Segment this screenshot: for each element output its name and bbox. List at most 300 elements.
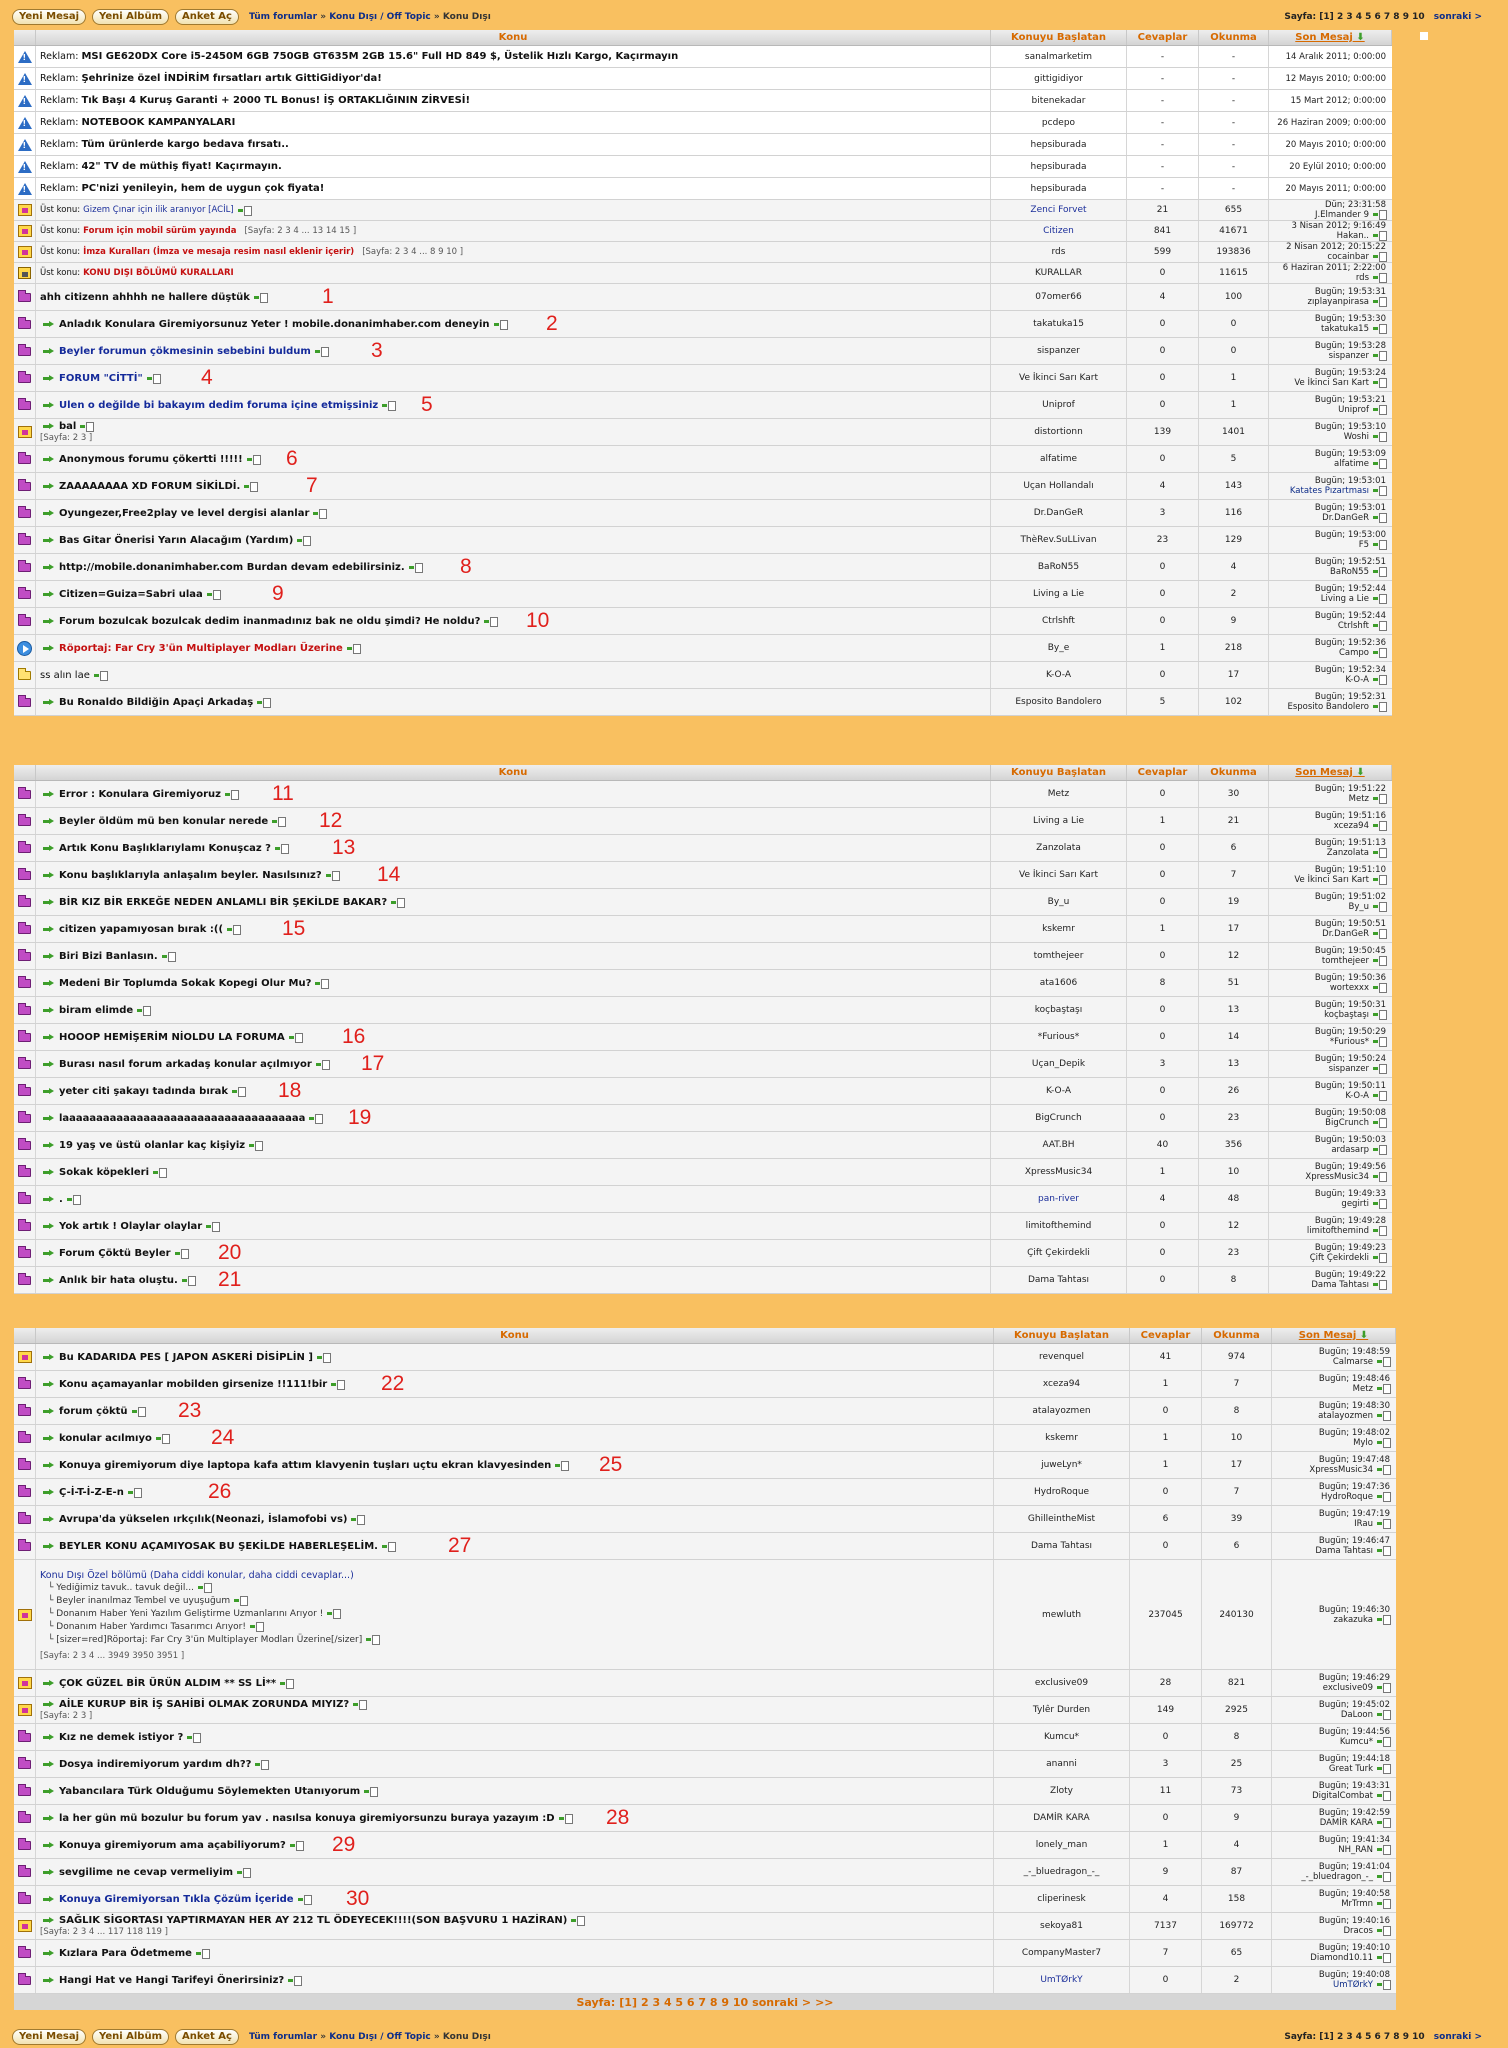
goto-last-icon[interactable] xyxy=(207,590,220,599)
topic-title-link[interactable]: Ulen o değilde bi bakayım dedim foruma içine etmişsiniz xyxy=(59,399,379,411)
topic-title-link[interactable]: Konu Dışı Özel bölümü (Daha ciddi konular, daha ciddi cevaplar...) xyxy=(40,1569,354,1581)
goto-last-icon[interactable] xyxy=(351,1515,364,1524)
starter-cell[interactable] xyxy=(991,200,1127,220)
starter-cell[interactable] xyxy=(991,1132,1127,1158)
starter-name[interactable]: tomthejeer xyxy=(1033,951,1084,961)
starter-name[interactable]: Ve İkinci Sarı Kart xyxy=(1018,870,1098,880)
new-post-arrow-icon[interactable] xyxy=(42,925,56,934)
topic-title-link[interactable]: Yok artık ! Olaylar olaylar xyxy=(59,1220,203,1232)
starter-name[interactable]: BaRoN55 xyxy=(1037,562,1080,572)
starter-name[interactable]: distortionn xyxy=(1034,427,1083,437)
topic-title-link[interactable]: Kız ne demek istiyor ? xyxy=(59,1731,184,1743)
topic-title-link[interactable]: BEYLER KONU AÇAMIYOSAK BU ŞEKİLDE HABERLEŞELİM. xyxy=(59,1540,378,1552)
topic-title-link[interactable]: Kızlara Para Ödetmeme xyxy=(59,1947,192,1959)
new-post-arrow-icon[interactable] xyxy=(42,1787,56,1796)
goto-last-icon[interactable] xyxy=(1373,1199,1386,1208)
new-post-arrow-icon[interactable] xyxy=(42,401,56,410)
goto-last-icon[interactable] xyxy=(1377,1411,1390,1420)
goto-last-icon[interactable] xyxy=(494,320,507,329)
starter-cell[interactable] xyxy=(991,635,1127,661)
starter-name[interactable]: GhilleintheMist xyxy=(1027,1514,1096,1524)
last-post-author[interactable]: zıplayanpirasa xyxy=(1307,297,1369,307)
starter-cell[interactable] xyxy=(991,500,1127,526)
starter-name[interactable]: K-O-A xyxy=(1046,670,1071,680)
new-post-arrow-icon[interactable] xyxy=(42,1461,56,1470)
starter-name[interactable]: kskemr xyxy=(1042,924,1075,934)
new-post-arrow-icon[interactable] xyxy=(42,1679,56,1688)
pager-next-link[interactable]: sonraki > xyxy=(1433,2032,1482,2042)
subtopic-title[interactable]: Donanım Haber Yardımcı Tasarımcı Arıyor! xyxy=(56,1621,246,1632)
pager-last[interactable]: >> xyxy=(815,1995,834,2009)
starter-name[interactable]: Çift Çekirdekli xyxy=(1027,1248,1090,1258)
topic-title-link[interactable]: Konuya Giremiyorsan Tıkla Çözüm İçeride xyxy=(59,1893,294,1905)
topic-title-link[interactable]: Konu başlıklarıyla anlaşalım beyler. Nasılsınız? xyxy=(59,869,322,881)
starter-cell[interactable] xyxy=(991,221,1127,241)
goto-last-icon[interactable] xyxy=(227,925,240,934)
starter-cell[interactable] xyxy=(991,311,1127,337)
goto-last-icon[interactable] xyxy=(1373,486,1386,495)
last-post-author[interactable]: UmTØrkY xyxy=(1333,1980,1373,1990)
starter-cell[interactable] xyxy=(994,1886,1130,1912)
topic-title-link[interactable]: . xyxy=(59,1193,63,1205)
goto-last-icon[interactable] xyxy=(1373,1172,1386,1181)
starter-name[interactable]: Uniprof xyxy=(1042,400,1075,410)
starter-name[interactable]: sekoya81 xyxy=(1040,1921,1083,1931)
topic-title-link[interactable]: ss alın lae xyxy=(40,669,90,681)
starter-name[interactable]: pan-river xyxy=(1038,1194,1079,1204)
starter-cell[interactable] xyxy=(994,1940,1130,1966)
goto-last-icon[interactable] xyxy=(297,536,310,545)
starter-name[interactable]: HydroRoque xyxy=(1033,1487,1090,1497)
new-post-arrow-icon[interactable] xyxy=(42,347,56,356)
starter-cell[interactable] xyxy=(994,1344,1130,1370)
starter-cell[interactable] xyxy=(994,1425,1130,1451)
goto-last-icon[interactable] xyxy=(1377,1615,1390,1624)
topic-title-link[interactable]: Anlık bir hata oluştu. xyxy=(59,1274,178,1286)
last-post-author[interactable]: gegirti xyxy=(1341,1199,1369,1209)
goto-last-icon[interactable] xyxy=(137,1006,150,1015)
subtopic-link[interactable] xyxy=(48,1595,989,1608)
starter-name[interactable]: exclusive09 xyxy=(1034,1678,1089,1688)
goto-last-icon[interactable] xyxy=(196,1949,209,1958)
goto-last-icon[interactable] xyxy=(1377,1899,1390,1908)
topic-title-link[interactable]: Yabancılara Türk Olduğumu Söylemekten Utanıyorum xyxy=(59,1785,361,1797)
topic-title-link[interactable]: Ç-İ-T-İ-Z-E-n xyxy=(59,1486,124,1498)
goto-last-icon[interactable] xyxy=(1373,983,1386,992)
topic-title-link[interactable]: Tık Başı 4 Kuruş Garanti + 2000 TL Bonus! İŞ ORTAKLIĞININ ZİRVESİ! xyxy=(81,95,471,106)
starter-cell[interactable] xyxy=(991,284,1127,310)
new-post-arrow-icon[interactable] xyxy=(42,455,56,464)
goto-last-icon[interactable] xyxy=(1373,378,1386,387)
starter-name[interactable]: Living a Lie xyxy=(1032,816,1085,826)
goto-last-icon[interactable] xyxy=(1377,1737,1390,1746)
starter-name[interactable]: cliperinesk xyxy=(1037,1894,1086,1904)
starter-cell[interactable] xyxy=(994,1751,1130,1777)
topic-pages[interactable]: [Sayfa: 2 3 4 ... 3949 3950 3951 ] xyxy=(40,1650,185,1661)
topic-title-link[interactable]: HOOOP HEMİŞERİM NİOLDU LA FORUMA xyxy=(59,1031,285,1043)
starter-name[interactable]: Dr.DanGeR xyxy=(1033,508,1084,518)
starter-cell[interactable] xyxy=(991,554,1127,580)
new-post-arrow-icon[interactable] xyxy=(42,590,56,599)
last-post-author[interactable]: takatuka15 xyxy=(1320,324,1369,334)
topic-title-link[interactable]: Şehrinize özel İNDİRİM fırsatları artık GittiGidiyor'da! xyxy=(81,73,382,84)
starter-cell[interactable] xyxy=(994,1371,1130,1397)
subtopic-title[interactable]: Donanım Haber Yeni Yazılım Geliştirme Uzmanlarını Arıyor ! xyxy=(56,1608,324,1619)
starter-name[interactable]: Kumcu* xyxy=(1043,1732,1080,1742)
goto-last-icon[interactable] xyxy=(255,1760,268,1769)
subtopic-link[interactable] xyxy=(48,1582,989,1595)
goto-last-icon[interactable] xyxy=(571,1916,584,1925)
goto-last-icon[interactable] xyxy=(1373,210,1386,219)
new-message-button[interactable]: Yeni Mesaj xyxy=(12,9,86,25)
starter-name[interactable]: lonely_man xyxy=(1035,1840,1088,1850)
starter-cell[interactable] xyxy=(991,889,1127,915)
new-post-arrow-icon[interactable] xyxy=(42,1895,56,1904)
goto-last-icon[interactable] xyxy=(382,401,395,410)
pager-next[interactable]: sonraki > xyxy=(752,1995,812,2009)
goto-last-icon[interactable] xyxy=(232,1087,245,1096)
topic-title-link[interactable]: Gizem Çınar için ilik aranıyor [ACİL] xyxy=(83,205,234,215)
new-post-arrow-icon[interactable] xyxy=(42,1700,56,1709)
topic-title-link[interactable]: NOTEBOOK KAMPANYALARI xyxy=(81,117,236,128)
topic-pages[interactable]: [Sayfa: 2 3 ] xyxy=(40,1711,93,1721)
new-post-arrow-icon[interactable] xyxy=(42,536,56,545)
topic-pages[interactable]: [Sayfa: 2 3 4 ... 8 9 10 ] xyxy=(362,247,464,257)
starter-cell[interactable] xyxy=(991,835,1127,861)
goto-last-icon[interactable] xyxy=(1373,513,1386,522)
new-post-arrow-icon[interactable] xyxy=(42,1195,56,1204)
starter-cell[interactable] xyxy=(991,1240,1127,1266)
starter-name[interactable]: Esposito Bandolero xyxy=(1015,697,1102,707)
new-post-arrow-icon[interactable] xyxy=(42,1949,56,1958)
goto-last-icon[interactable] xyxy=(1373,1226,1386,1235)
last-post-author[interactable]: Ve İkinci Sarı Kart xyxy=(1294,875,1369,885)
last-post-author[interactable]: Uniprof xyxy=(1338,405,1369,415)
last-post-author[interactable]: Metz xyxy=(1352,1384,1373,1394)
goto-last-icon[interactable] xyxy=(1377,1357,1390,1366)
starter-name[interactable]: hepsiburada xyxy=(1030,183,1087,194)
starter-cell[interactable] xyxy=(994,1859,1130,1885)
new-post-arrow-icon[interactable] xyxy=(42,1087,56,1096)
starter-cell[interactable] xyxy=(994,1913,1130,1939)
goto-last-icon[interactable] xyxy=(1373,794,1386,803)
new-post-arrow-icon[interactable] xyxy=(42,1841,56,1850)
goto-last-icon[interactable] xyxy=(309,1114,322,1123)
last-post-author[interactable]: Calmarse xyxy=(1332,1357,1373,1367)
goto-last-icon[interactable] xyxy=(1377,1818,1390,1827)
starter-cell[interactable] xyxy=(991,781,1127,807)
breadcrumb-forum-link[interactable]: Konu Dışı / Off Topic xyxy=(329,2032,431,2042)
new-post-arrow-icon[interactable] xyxy=(42,1542,56,1551)
new-poll-button-bottom[interactable]: Anket Aç xyxy=(175,2029,239,2045)
starter-name[interactable]: K-O-A xyxy=(1046,1086,1071,1096)
topic-title-link[interactable]: BİR KIZ BİR ERKEĞE NEDEN ANLAMLI BİR ŞEKİLDE BAKAR? xyxy=(59,896,388,908)
starter-cell[interactable] xyxy=(991,1078,1127,1104)
goto-last-icon[interactable] xyxy=(1377,1546,1390,1555)
topic-title-link[interactable]: la her gün mü bozulur bu forum yav . nasılsa konuya giremiyorsunzu buraya yazayım :D xyxy=(59,1812,555,1824)
subtopic-link[interactable] xyxy=(48,1634,989,1647)
starter-cell[interactable] xyxy=(991,862,1127,888)
goto-last-icon[interactable] xyxy=(257,698,270,707)
new-post-arrow-icon[interactable] xyxy=(42,698,56,707)
new-post-arrow-icon[interactable] xyxy=(42,1733,56,1742)
starter-name[interactable]: Ve İkinci Sarı Kart xyxy=(1018,373,1098,383)
goto-last-icon[interactable] xyxy=(247,455,260,464)
new-post-arrow-icon[interactable] xyxy=(42,1916,56,1925)
last-post-author[interactable]: Diamond10.11 xyxy=(1310,1953,1373,1963)
new-post-arrow-icon[interactable] xyxy=(42,1353,56,1362)
subtopic-title[interactable]: Beyler inanılmaz Tembel ve uyuşuğum xyxy=(56,1595,231,1606)
new-post-arrow-icon[interactable] xyxy=(42,1249,56,1258)
last-post-author[interactable]: DAMİR KARA xyxy=(1319,1818,1373,1828)
goto-last-icon[interactable] xyxy=(1373,1118,1386,1127)
goto-last-icon[interactable] xyxy=(391,898,404,907)
goto-last-icon[interactable] xyxy=(1373,902,1386,911)
starter-name[interactable]: *Furious* xyxy=(1037,1032,1080,1042)
starter-cell[interactable] xyxy=(991,90,1127,111)
starter-name[interactable]: Citizen xyxy=(1043,226,1074,236)
goto-last-icon[interactable] xyxy=(1373,1037,1386,1046)
pager-pages[interactable]: 2 3 4 5 6 7 8 9 10 xyxy=(640,1995,749,2009)
starter-cell[interactable] xyxy=(991,178,1127,199)
starter-cell[interactable] xyxy=(991,365,1127,391)
starter-name[interactable]: Living a Lie xyxy=(1032,589,1085,599)
starter-name[interactable]: ThèRev.SuLLivan xyxy=(1020,535,1097,545)
starter-name[interactable]: hepsiburada xyxy=(1030,161,1087,172)
starter-name[interactable]: juweLyn* xyxy=(1041,1460,1082,1470)
topic-pages[interactable]: [Sayfa: 2 3 4 ... 117 118 119 ] xyxy=(40,1927,168,1937)
topic-title-link[interactable]: Oyungezer,Free2play ve level dergisi alanlar xyxy=(59,507,310,519)
starter-name[interactable]: atalayozmen xyxy=(1032,1406,1091,1416)
starter-name[interactable]: pcdepo xyxy=(1041,117,1076,128)
goto-last-icon[interactable] xyxy=(187,1733,200,1742)
goto-last-icon[interactable] xyxy=(1377,1926,1390,1935)
topic-title-link[interactable]: Bu KADARIDA PES [ JAPON ASKERİ DİSİPLİN ] xyxy=(59,1351,313,1363)
topic-title-link[interactable]: Sokak köpekleri xyxy=(59,1166,150,1178)
starter-cell[interactable] xyxy=(994,1452,1130,1478)
topic-title-link[interactable]: Tüm ürünlerde kargo bedava fırsatı.. xyxy=(81,139,289,150)
topic-pages[interactable]: [Sayfa: 2 3 ] xyxy=(40,433,93,443)
topic-title-link[interactable]: Forum Çöktü Beyler xyxy=(59,1247,171,1259)
starter-cell[interactable] xyxy=(991,527,1127,553)
goto-last-icon[interactable] xyxy=(1377,1519,1390,1528)
starter-name[interactable]: BigCrunch xyxy=(1035,1113,1082,1123)
starter-name[interactable]: ata1606 xyxy=(1039,978,1078,988)
goto-last-icon[interactable] xyxy=(1373,675,1386,684)
starter-name[interactable]: Uçan Hollandalı xyxy=(1023,481,1094,491)
starter-cell[interactable] xyxy=(991,338,1127,364)
last-post-author[interactable]: limitofthemind xyxy=(1306,1226,1369,1236)
topic-title-link[interactable]: Hangi Hat ve Hangi Tarifeyi Önerirsiniz? xyxy=(59,1974,285,1986)
goto-last-icon[interactable] xyxy=(1373,702,1386,711)
topic-title-link[interactable]: Konu açamayanlar mobilden girsenize !!111!bir xyxy=(59,1378,328,1390)
new-post-arrow-icon[interactable] xyxy=(42,1033,56,1042)
last-post-author[interactable]: By_u xyxy=(1348,902,1369,912)
new-post-arrow-icon[interactable] xyxy=(42,1760,56,1769)
last-post-author[interactable]: alfatime xyxy=(1334,459,1369,469)
goto-last-icon[interactable] xyxy=(147,374,160,383)
starter-cell[interactable] xyxy=(991,997,1127,1023)
last-post-author[interactable]: xceza94 xyxy=(1333,821,1369,831)
starter-cell[interactable] xyxy=(991,112,1127,133)
last-post-author[interactable]: Metz xyxy=(1348,794,1369,804)
new-post-arrow-icon[interactable] xyxy=(42,1488,56,1497)
last-post-author[interactable]: zakazuka xyxy=(1333,1614,1373,1625)
goto-last-icon[interactable] xyxy=(290,1841,303,1850)
goto-last-icon[interactable] xyxy=(1377,1384,1390,1393)
new-post-arrow-icon[interactable] xyxy=(42,952,56,961)
starter-cell[interactable] xyxy=(991,1051,1127,1077)
goto-last-icon[interactable] xyxy=(156,1434,169,1443)
goto-last-icon[interactable] xyxy=(1377,1953,1390,1962)
last-post-author[interactable]: Dama Tahtası xyxy=(1311,1280,1369,1290)
breadcrumb-root-link[interactable]: Tüm forumlar xyxy=(248,12,318,22)
starter-name[interactable]: koçbaştaşı xyxy=(1034,1005,1083,1015)
last-post-author[interactable]: Katates Pızartması xyxy=(1289,486,1369,496)
topic-pages[interactable]: [Sayfa: 2 3 4 ... 13 14 15 ] xyxy=(244,226,357,236)
starter-cell[interactable] xyxy=(994,1724,1130,1750)
goto-last-icon[interactable] xyxy=(67,1195,80,1204)
last-post-author[interactable]: Living a Lie xyxy=(1320,594,1369,604)
goto-last-icon[interactable] xyxy=(275,844,288,853)
new-post-arrow-icon[interactable] xyxy=(42,1434,56,1443)
starter-name[interactable]: 07omer66 xyxy=(1035,292,1082,302)
goto-last-icon[interactable] xyxy=(1373,875,1386,884)
topic-title-link[interactable]: Anonymous forumu çökertti !!!!! xyxy=(59,453,243,465)
new-post-arrow-icon[interactable] xyxy=(42,617,56,626)
subtopic-link[interactable] xyxy=(48,1608,989,1621)
starter-cell[interactable] xyxy=(991,1213,1127,1239)
header-last-post[interactable]: Son Mesaj ⬇ xyxy=(1269,765,1392,780)
last-post-author[interactable]: Great Turk xyxy=(1328,1764,1373,1774)
goto-last-icon[interactable] xyxy=(1373,821,1386,830)
last-post-author[interactable]: Ctrlshft xyxy=(1337,621,1369,631)
goto-last-icon[interactable] xyxy=(409,563,422,572)
new-post-arrow-icon[interactable] xyxy=(42,1380,56,1389)
starter-cell[interactable] xyxy=(991,156,1127,177)
pager-pages[interactable]: 2 3 4 5 6 7 8 9 10 xyxy=(1336,12,1425,22)
goto-last-icon[interactable] xyxy=(1373,956,1386,965)
topic-title-link[interactable]: Biri Bizi Banlasın. xyxy=(59,950,158,962)
topic-title-link[interactable]: MSI GE620DX Core i5-2450M 6GB 750GB GT635M 2GB 15.6" Full HD 849 $, Üstelik Hızlı Kargo, Kaçırmayın xyxy=(81,51,679,62)
pager-pages[interactable]: 2 3 4 5 6 7 8 9 10 xyxy=(1336,2032,1425,2042)
starter-name[interactable]: rds xyxy=(1051,247,1066,257)
new-post-arrow-icon[interactable] xyxy=(42,1060,56,1069)
goto-last-icon[interactable] xyxy=(316,1060,329,1069)
goto-last-icon[interactable] xyxy=(1373,848,1386,857)
topic-title-link[interactable]: 19 yaş ve üstü olanlar kaç kişiyiz xyxy=(59,1139,246,1151)
breadcrumb-root-link[interactable]: Tüm forumlar xyxy=(248,2032,318,2042)
starter-cell[interactable] xyxy=(991,608,1127,634)
new-post-arrow-icon[interactable] xyxy=(42,482,56,491)
starter-name[interactable]: hepsiburada xyxy=(1030,139,1087,150)
new-post-arrow-icon[interactable] xyxy=(42,817,56,826)
goto-last-icon[interactable] xyxy=(249,1141,262,1150)
goto-last-icon[interactable] xyxy=(1373,621,1386,630)
starter-name[interactable]: CompanyMaster7 xyxy=(1021,1948,1102,1958)
starter-name[interactable]: limitofthemind xyxy=(1025,1221,1092,1231)
new-album-button-bottom[interactable]: Yeni Albüm xyxy=(92,2029,169,2045)
goto-last-icon[interactable] xyxy=(1373,432,1386,441)
goto-last-icon[interactable] xyxy=(280,1679,293,1688)
goto-last-icon[interactable] xyxy=(1373,1145,1386,1154)
goto-last-icon[interactable] xyxy=(1373,1010,1386,1019)
goto-last-icon[interactable] xyxy=(347,644,360,653)
goto-last-icon[interactable] xyxy=(1377,1980,1390,1989)
last-post-author[interactable]: Campo xyxy=(1338,648,1369,658)
last-post-author[interactable]: Woshi xyxy=(1343,432,1369,442)
starter-cell[interactable] xyxy=(994,1479,1130,1505)
goto-last-icon[interactable] xyxy=(317,1353,330,1362)
goto-last-icon[interactable] xyxy=(1373,231,1386,240)
goto-last-icon[interactable] xyxy=(364,1787,377,1796)
new-post-arrow-icon[interactable] xyxy=(42,1407,56,1416)
starter-name[interactable]: alfatime xyxy=(1039,454,1078,464)
topic-title-link[interactable]: bal xyxy=(59,421,77,432)
goto-last-icon[interactable] xyxy=(559,1814,572,1823)
goto-last-icon[interactable] xyxy=(1373,567,1386,576)
starter-cell[interactable] xyxy=(991,1186,1127,1212)
goto-last-icon[interactable] xyxy=(1373,297,1386,306)
starter-name[interactable]: mewluth xyxy=(1041,1609,1082,1620)
new-post-arrow-icon[interactable] xyxy=(42,1141,56,1150)
topic-title-link[interactable]: Medeni Bir Toplumda Sokak Kopegi Olur Mu? xyxy=(59,977,312,989)
goto-last-icon[interactable] xyxy=(80,422,93,431)
starter-cell[interactable] xyxy=(994,1778,1130,1804)
new-poll-button[interactable]: Anket Aç xyxy=(175,9,239,25)
subtopic-title[interactable]: [sizer=red]Röportaj: Far Cry 3'ün Multiplayer Modları Üzerine[/sizer] xyxy=(56,1634,363,1645)
starter-name[interactable]: sanalmarketim xyxy=(1024,51,1093,62)
topic-title-link[interactable]: Bu Ronaldo Bildiğin Apaçi Arkadaş xyxy=(59,696,254,708)
new-message-button-bottom[interactable]: Yeni Mesaj xyxy=(12,2029,86,2045)
goto-last-icon[interactable] xyxy=(1373,405,1386,414)
starter-name[interactable]: KURALLAR xyxy=(1035,268,1082,278)
starter-cell[interactable] xyxy=(991,916,1127,942)
topic-title-link[interactable]: Artık Konu Başlıklarıylamı Konuşcaz ? xyxy=(59,842,271,854)
new-post-arrow-icon[interactable] xyxy=(42,1168,56,1177)
goto-last-icon[interactable] xyxy=(1373,252,1386,261)
pager-current[interactable]: [1] xyxy=(619,1995,637,2009)
new-post-arrow-icon[interactable] xyxy=(42,1814,56,1823)
new-post-arrow-icon[interactable] xyxy=(42,1976,56,1985)
starter-name[interactable]: revenquel xyxy=(1038,1352,1085,1362)
goto-last-icon[interactable] xyxy=(353,1700,366,1709)
starter-name[interactable]: Dama Tahtası xyxy=(1030,1541,1093,1551)
starter-cell[interactable] xyxy=(994,1697,1130,1723)
goto-last-icon[interactable] xyxy=(1373,929,1386,938)
last-post-author[interactable]: Zanzolata xyxy=(1326,848,1369,858)
starter-name[interactable]: Zenci Forvet xyxy=(1030,205,1087,215)
starter-cell[interactable] xyxy=(991,392,1127,418)
topic-title-link[interactable]: Konuya giremiyorum diye laptopa kafa attım klavyenin tuşları uçtu ekran klavyesinden xyxy=(59,1459,552,1471)
goto-last-icon[interactable] xyxy=(238,206,251,215)
starter-cell[interactable] xyxy=(991,943,1127,969)
goto-last-icon[interactable] xyxy=(234,1596,247,1605)
goto-last-icon[interactable] xyxy=(237,1868,250,1877)
topic-title-link[interactable]: FORUM "CİTTİ" xyxy=(59,372,143,384)
starter-name[interactable]: By_e xyxy=(1047,643,1070,653)
new-post-arrow-icon[interactable] xyxy=(42,844,56,853)
goto-last-icon[interactable] xyxy=(272,817,285,826)
last-post-author[interactable]: Kumcu* xyxy=(1339,1737,1373,1747)
starter-cell[interactable] xyxy=(994,1560,1130,1669)
last-post-author[interactable]: Dama Tahtası xyxy=(1315,1546,1373,1556)
starter-name[interactable]: kskemr xyxy=(1045,1433,1078,1443)
starter-cell[interactable] xyxy=(994,1533,1130,1559)
new-post-arrow-icon[interactable] xyxy=(42,509,56,518)
new-post-arrow-icon[interactable] xyxy=(42,898,56,907)
last-post-author[interactable]: J.Elmander 9 xyxy=(1314,210,1369,220)
